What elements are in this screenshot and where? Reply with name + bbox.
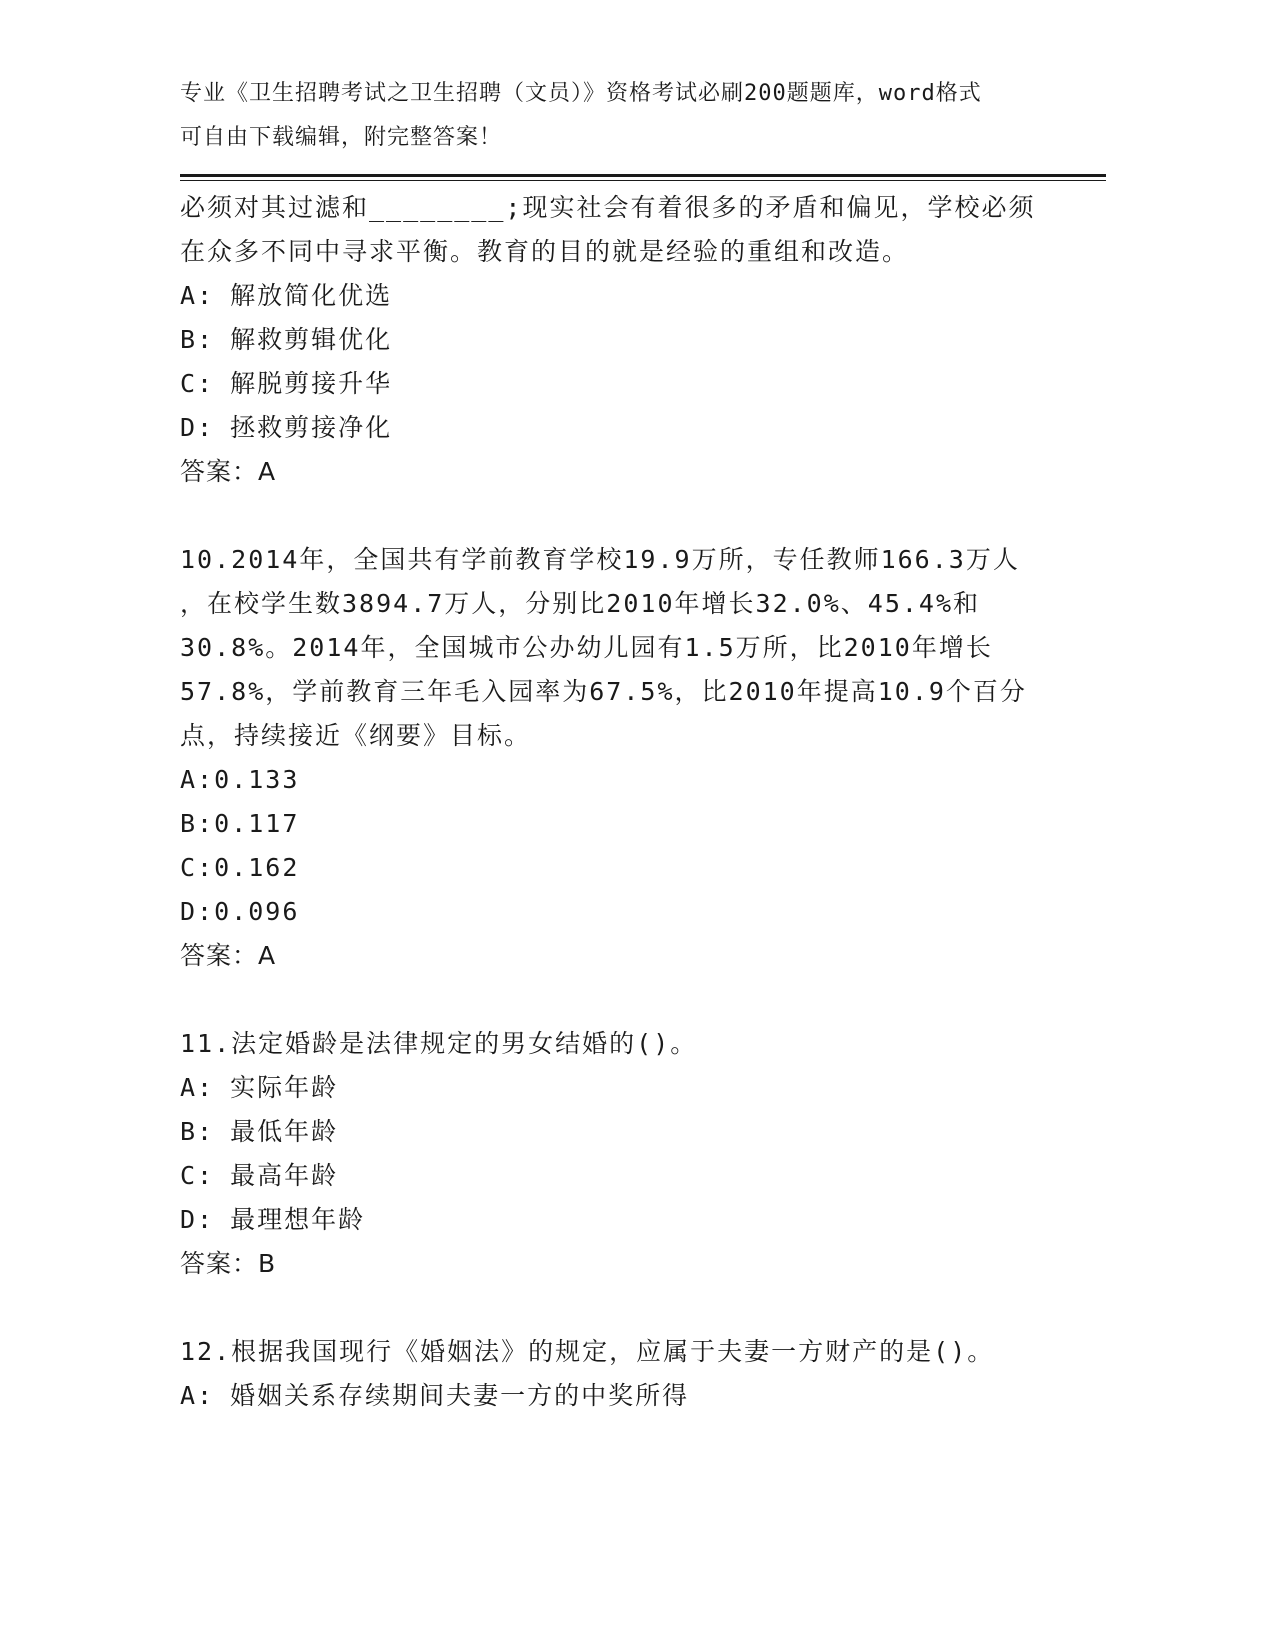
option-label: A: — [180, 1381, 215, 1410]
document-body — [180, 186, 1060, 1418]
option-text: 0.162 — [214, 853, 300, 882]
option-text: 解脱剪接升华 — [230, 369, 393, 398]
header-divider-thin — [180, 180, 1106, 181]
option-d — [180, 890, 1060, 934]
option-text: 解放简化优选 — [230, 281, 393, 310]
answer-line: 答案：A — [180, 941, 277, 970]
header-divider-thick — [180, 174, 1106, 177]
option-label: A: — [180, 765, 215, 794]
option-text: 婚姻关系存续期间夫妻一方的中奖所得 — [230, 1381, 690, 1410]
option-label: C: — [180, 1161, 215, 1190]
option-a — [180, 274, 1060, 318]
option-label: D: — [180, 1205, 215, 1234]
option-label: A: — [180, 1073, 215, 1102]
option-c — [180, 1154, 1060, 1198]
option-text: 0.133 — [214, 765, 300, 794]
question-spacer — [180, 978, 1060, 1022]
question-text-line: 10.2014年，全国共有学前教育学校19.9万所，专任教师166.3万人 — [180, 545, 1020, 574]
question-spacer — [180, 1286, 1060, 1330]
question-block-12 — [180, 1330, 1060, 1418]
answer-line: 答案：A — [180, 457, 277, 486]
option-text: 最高年龄 — [230, 1161, 339, 1190]
option-text: 解救剪辑优化 — [230, 325, 393, 354]
option-d — [180, 1198, 1060, 1242]
answer-line: 答案：B — [180, 1249, 277, 1278]
option-a — [180, 1374, 1060, 1418]
option-label: A: — [180, 281, 215, 310]
question-block-10 — [180, 538, 1060, 978]
option-label: B: — [180, 325, 215, 354]
option-label: D: — [180, 413, 215, 442]
option-b — [180, 1110, 1060, 1154]
question-text-line: 必须对其过滤和________;现实社会有着很多的矛盾和偏见，学校必须 — [180, 193, 1036, 222]
option-label: C: — [180, 853, 215, 882]
option-c — [180, 846, 1060, 890]
question-block-prev — [180, 186, 1060, 494]
question-text-line: 30.8%。2014年，全国城市公办幼儿园有1.5万所，比2010年增长 — [180, 633, 993, 662]
option-b — [180, 318, 1060, 362]
document-header — [180, 72, 1040, 160]
header-line-1: 专业《卫生招聘考试之卫生招聘（文员）》资格考试必刷200题题库，word格式 — [180, 81, 982, 106]
question-block-11 — [180, 1022, 1060, 1286]
option-text: 实际年龄 — [230, 1073, 339, 1102]
option-c — [180, 362, 1060, 406]
option-b — [180, 802, 1060, 846]
option-d — [180, 406, 1060, 450]
question-text-line: 11.法定婚龄是法律规定的男女结婚的()。 — [180, 1029, 698, 1058]
option-text: 0.096 — [214, 897, 300, 926]
question-text-line: 在众多不同中寻求平衡。教育的目的就是经验的重组和改造。 — [180, 237, 910, 266]
option-text: 最低年龄 — [230, 1117, 339, 1146]
question-text-line: 点，持续接近《纲要》目标。 — [180, 721, 532, 750]
option-a — [180, 1066, 1060, 1110]
question-text-line: 12.根据我国现行《婚姻法》的规定，应属于夫妻一方财产的是()。 — [180, 1337, 995, 1366]
question-text-line: 57.8%，学前教育三年毛入园率为67.5%，比2010年提高10.9个百分 — [180, 677, 1027, 706]
question-text-line: ，在校学生数3894.7万人，分别比2010年增长32.0%、45.4%和 — [180, 589, 981, 618]
option-label: D: — [180, 897, 215, 926]
option-label: B: — [180, 809, 215, 838]
option-text: 拯救剪接净化 — [230, 413, 393, 442]
option-label: C: — [180, 369, 215, 398]
option-label: B: — [180, 1117, 215, 1146]
header-line-2: 可自由下载编辑，附完整答案！ — [180, 125, 503, 150]
option-text: 最理想年龄 — [230, 1205, 366, 1234]
option-a — [180, 758, 1060, 802]
option-text: 0.117 — [214, 809, 300, 838]
question-spacer — [180, 494, 1060, 538]
